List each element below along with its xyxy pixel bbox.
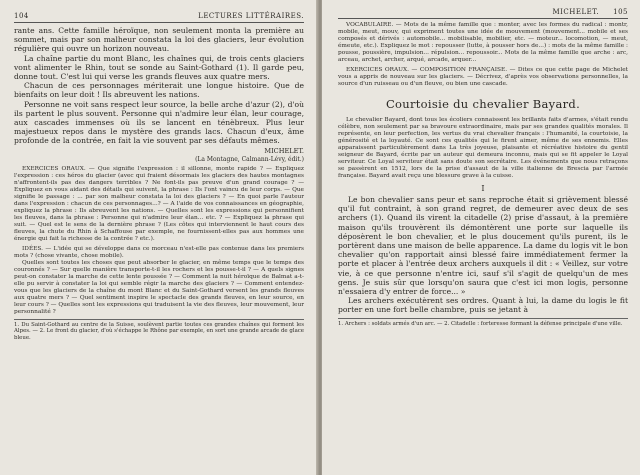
body-paragraph: Le bon chevalier sans peur et sans reproche était si grièvement blessé qu'il fut contraint, à son grand regret, de demeurer avec deux de ses archers (1). Quand ils virent la citadelle (2) prise d'assaut, à la première maison qu'ils trouvèrent ils démontèrent une porte sur laquelle ils déposèrent le bon chevalier, et le plus doucement qu'ils purent, ils le portèrent dans une maison de belle apparence. La dame du logis vit le bon chevalier qu'on rapportait ainsi blessé faire immédiatement fermer la porte et placer à l'entrée deux archers auxquels il dit : « Veillez, sur votre vie, à ce que personne n'entre ici, sauf s'il s'agit de quelqu'un de mes gens. Je suis sûr que lorsqu'on saura que c'est ici mon logis, personne n'essaiera d'y entrer de force... » bbox=[338, 195, 628, 297]
exercise-paragraph: Quelles sont toutes les choses que peut absorber le glacier, en même temps que le temps des couronnés ? — Sur quelle manière transporte-t-il les rochers et les pousse-t-il ? — A quels signes peut-on constater la marche de cette lente poussée ? — Comment la nuit héroïque de Balmat a-t-elle pu servir à constater la loi qui semble régir la marche des glaciers ? — Comment entendez-vous que les glaciers de la chaîne du mont Blanc et du Saint-Gothard versent les grands fleuves aux quatre mers ? — Quel sentiment inspire le spectacle des grands fleuves, en leur source, en leur cours ? — Quelles sont les expressions qui traduisent la vie des fleuves, leur mouvement, leur personnalité ? bbox=[14, 259, 304, 315]
vocabulary-paragraph: VOCABULAIRE. — Mots de la même famille que : monter, avec les formes du radical : montr, mobile, meut, mouv, qui expriment toutes une idée de mouvement (mouvement... mobile et ses composés et dérivés : automobile... mobilisable, mobilier, etc. — moteur... locomotion, — meut, émeute, etc.). Expliquez le mot : repousser (lutte, à pousser hors de...) : mots de la même famille : pousse, poussière, impulsion... répulsion... repoussoir... Mots de la même famille que arche : arc, arceau, archet, archer, arqué, arcade, arquer... bbox=[338, 22, 628, 63]
left-page-header bbox=[14, 12, 304, 23]
right-running-head: MICHELET. bbox=[552, 8, 600, 16]
left-page-number: 104 bbox=[14, 12, 29, 20]
left-page bbox=[0, 0, 318, 475]
left-footnote: 1. Du Saint-Gothard au centre de la Suisse, soulèvent partie toutes ces grandes chaînes qui forment les Alpes. — 2. Le front du glacier, d'où s'échappe le Rhône par exemple, en sort une grande arcade de glace bleue. bbox=[14, 319, 304, 342]
body-paragraph: Les archers exécutèrent ses ordres. Quant à lui, la dame du logis le fit porter en une fort belle chambre, puis se jetant à bbox=[338, 296, 628, 315]
exercise-paragraph: IDÉES. — L'idée qui se développe dans ce morceau n'est-elle pas contenue dans les premiers mots ? (chose vivante, chose mobile). bbox=[14, 245, 304, 259]
chapter-title: Courtoisie du chevalier Bayard. bbox=[385, 97, 581, 111]
exercise-paragraph: EXERCICES ORAUX. — Que signifie l'expression : il sillonne, monte rapide ? — Expliquez l'expression : ces héros du glacier (avec qui fraient désormais les glaciers des hautes montagnes n'affrontent-ils pas des dangers terribles ? Ne font-ils pas preuve d'un grand courage ? — Expliquez en vous aidant des détails qui suivent, la phrase : Ils l'ont vaincu de leur corps. — Que signifie le passage : ... par son malheur constata la loi des glaciers ? — En quoi parle l'auteur dans l'expression : chacun de ces personnages...? — A l'aide de vos connaissances en géographie, expliquez la phrase : Ils abreuvent les nations. — Quelles sont les expressions qui personnifient les fleuves, dans la phrase : Personne qui n'admire leur élan... etc. ? — Expliquez la phrase qui suit. — Quel est le sens de la dernière phrase ? (Les côtes qui interviennent le haut cours des fleuves, la chute du Rhin à Schaffouse par exemple, ne fournissent-elles pas aux hommes une énergie qui fait la richesse de la contrée ? etc.). bbox=[14, 165, 304, 242]
composition-paragraph: EXERCICES ORAUX. — COMPOSITION FRANÇAISE. — Dites ce que cette page de Michelet vous a appris de nouveau sur les glaciers. — Décrivez, d'après vos observations personnelles, la source d'un ruisseau ou d'un fleuve, ou bien une cascade. bbox=[338, 67, 628, 87]
right-page bbox=[322, 0, 640, 475]
left-paragraph: rante ans. Cette famille héroïque, non seulement monta la première au sommet, mais par son malheur constata la loi des glaciers, leur évolution régulière qui ouvre un horizon nouveau. bbox=[14, 26, 304, 54]
right-footnote: 1. Archers : soldats armés d'un arc. — 2. Citadelle : forteresse formant la défense principale d'une ville. bbox=[338, 318, 628, 328]
left-paragraph: Chacun de ces personnages mériterait une longue histoire. Que de bienfaits on leur doit ! Ils abreuvent les nations. bbox=[14, 81, 304, 100]
left-paragraph: Personne ne voit sans respect leur source, la belle arche d'azur (2), d'où ils partent le plus souvent. Personne qui n'admire leur élan, leur courage, aux cascades immenses où ils se lancent en ténèbreux. Plus leur majestueux repos dans le mystère des grands lacs. Chacun d'eux, âme profonde de la contrée, en fait la vie souvent par ses défauts mêmes. bbox=[14, 99, 304, 146]
left-paragraph: La chaîne partie du mont Blanc, les chaînes qui, de trois cents glaciers vont alimenter le Rhin, tout se sonde au Saint-Gothard (1). Il garde peu, donne tout. C'est lui qui verse les grands fleuves aux quatre mers. bbox=[14, 53, 304, 82]
source-citation: (La Montagne, Calmann-Lévy, édit.) bbox=[195, 155, 304, 163]
author-signature: MICHELET. bbox=[264, 146, 304, 155]
left-running-head: LECTURES LITTÉRAIRES. bbox=[198, 12, 304, 20]
right-page-header bbox=[338, 8, 628, 19]
right-page-number: 105 bbox=[613, 8, 628, 16]
section-number: I bbox=[481, 184, 485, 193]
intro-paragraph: Le chevalier Bayard, dont tous les écoliers connaissent les brillants faits d'armes, s'était rendu célèbre, non seulement par sa bravoure extraordinaire, mais par ses grandes qualités morales. Il représente, en leur perfection, les vertus du vrai chevalier français : l'humanité, la courtoisie, la générosité et la loyauté. Ce sont ces qualités qui le firent aimer, même de ses ennemis. Elles apparaissent particulièrement dans La très joyeuse, plaisante et récréative histoire du gentil seigneur de Bayard, écrite par un auteur qui demeura inconnu, mais qui se fit appeler le Loyal serviteur. Ce Loyal serviteur était sans doute son secrétaire. Les événements que nous retraçons se passèrent en 1512, lors de la prise d'assaut de la ville italienne de Brescia par l'armée française. Bayard avait reçu une blessure grave à la cuisse. bbox=[338, 117, 628, 179]
